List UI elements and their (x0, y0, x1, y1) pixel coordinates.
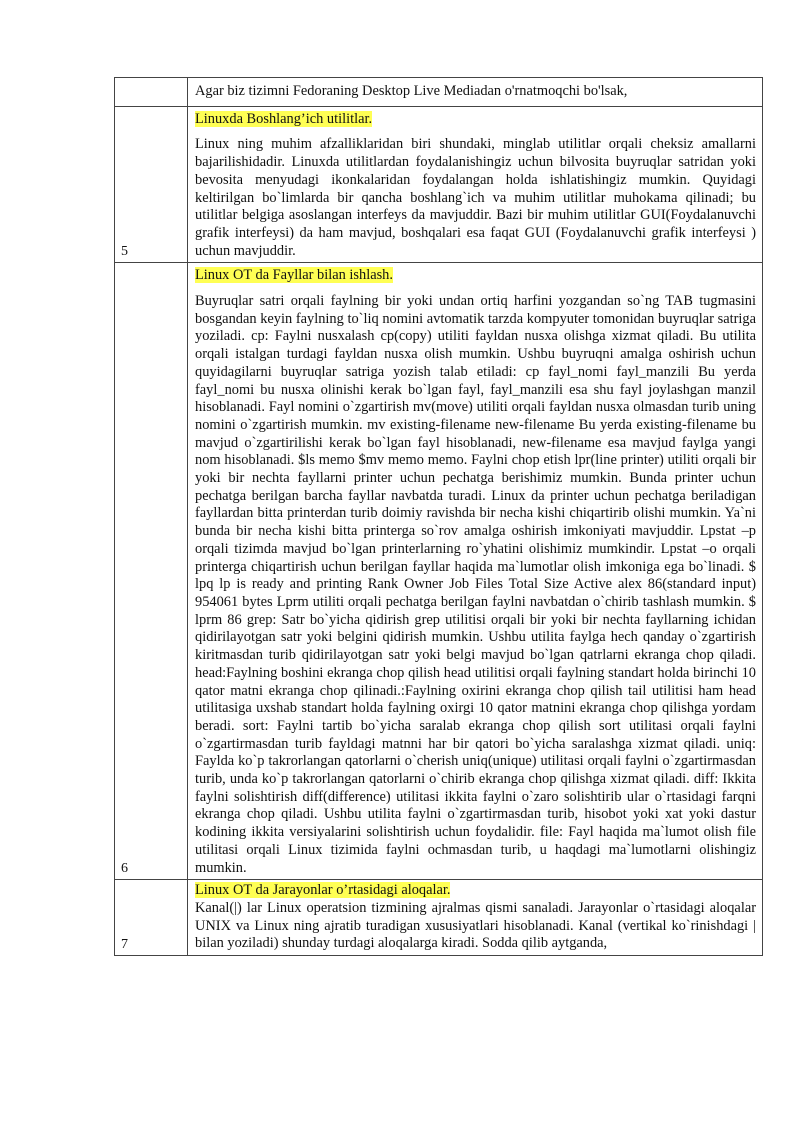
row-number: 6 (115, 263, 188, 880)
row-text: Agar biz tizimni Fedoraning Desktop Live Mediadan o'rnatmoqchi bo'lsak, (195, 83, 628, 99)
section-body: Buyruqlar satri orqali faylning bir yoki undan ortiq harfini yozgandan so`ng TAB tugmasini bosgandan keyin faylning to`liq nomini avtomatik tarzda kompyuter tomonidan buyruqlar satriga yoziladi. cp: Faylni nusxalash cp(copy) utiliti fayldan nusxa olishga xizmat qiladi. Bu utilita orqali istalgan turdagi fayldan nusxa olish mumkin. Ushbu buyruqni amalga oshirish uchun quyidagilarni buyruqlar satriga yozish talab etiladi: cp fayl_nomi fayl_manzili Bu yerda fayl_nomi bu nusxa olinishi kerak bo`lgan fayl, fayl_manzili esa shu fayl joylashgan manzil hisoblanadi. Fayl nomini o`zgartirish mv(move) utiliti orqali fayldan nusxa olmasdan turib uning nomini o`zgartirish mumkin. mv existing-filename new-filename Bu yerda existing-filename bu mavjud o`zgartirilishi kerak bo`lgan fayl hisoblanadi, new-filename esa mavjud faylga yangi nom hisoblanadi. $ls memo $mv memo memo. Faylni chop etish lpr(line printer) utiliti orqali bir yoki bir nechta fayllarni printer uchun pechatga berishimiz mumkin. Bunda printer uchun pechatga berilgan barcha fayllar navbatda turadi. Linux da printer uchun pechatga beriladigan fayllardan bitta printerdan turib doimiy ravishda bir necha kishi chiqartirib olishi mumkin. Ya`ni bunda bir necha kishi bitta printerga so`rov amalga oshirish imkoniyati mavjuddir. Lpstat –p orqali tizimda mavjud bo`lgan printerlarning ro`yhatini olishimiz mumkindir. Lpstat –o orqali printerga chiqartirish uchun berilgan fayllar haqida ma`lumotlar olish imkoniga ega bo`linadi. $ lpq lp is ready and printing Rank Owner Job Files Total Size Active alex 86(standard input) 954061 bytes Lprm utiliti orqali pechatga berilgan faylni navbatdan o`chirib tashlash mumkin. $ lprm 86 grep: Satr bo`yicha qidirish grep utilitisi orqali bir yoki bir nechta fayllarning ichidan qidirilayotgan satr yoki belgini qidirish mumkin. Ushbu utilita faylga hech qanday o`zgartirish kiritmasdan turib qidirilayotgan satr yoki belgi mavjud bo`lgan qatrlarni ekranga chop qiladi. head:Faylning boshini ekranga chop qilish head utilitisi orqali faylning standart holda birinchi 10 qator matni ekranga chop qilinadi.:Faylning oxirini ekranga chop qilish tail utilitisi ham head utilitasiga uxshab standart holda faylning oxirgi 10 qator matnini ekranga chop qilishga yordam beradi. sort: Faylni tartib bo`yicha saralab ekranga chop qilish sort utilitasi orqali faylni o`zgartirmasdan turib fayldagi matnni har bir qatori bo`yicha saralashga xizmat qiladi. uniq: Faylda ko`p takrorlangan qatorlarni o`cherish uniq(unique) utilitasi orqali faylni o`zgartirmasdan turib, unda ko`p takrorlangan qatorlarni o`chirib ekranga chop qilishga xizmat qiladi. diff: Ikkita faylni solishtirish diff(difference) utilitasi ikkita faylni o`zaro solishtirib ular o`rtasidagi farqni ekranga chop qiladi. Ushbu utilita faylni o`zgartirmasdan turib, hisobot yoki xat yoki dastur kodining ikkita versiyalarini solishtirish uchun foydalidir. file: Fayl haqida ma`lumot olish file utilitasi orqali Linux tizimida faylni ochmasdan turib, u haqdagi ma`lumotlarni olishingiz mumkin. (195, 293, 756, 876)
section-heading: Linux OT da Fayllar bilan ishlash. (195, 267, 393, 284)
section-heading: Linux OT da Jarayonlar o’rtasidagi aloqalar. (195, 882, 451, 899)
row-content (188, 106, 763, 263)
table-row (115, 263, 763, 880)
row-content (188, 78, 763, 107)
row-content (188, 880, 763, 956)
table-row (115, 880, 763, 956)
row-number: 5 (115, 106, 188, 263)
section-heading: Linuxda Boshlang’ich utilitlar. (195, 110, 373, 127)
section-body: Kanal(|) lar Linux operatsion tizmining ajralmas qismi sanaladi. Jarayonlar o`rtasidagi aloqalar UNIX va Linux ning ajratib turadigan xususiyatlari hisoblanadi. Kanal (vertikal ko`rinishdagi | bilan yoziladi) shunday turdagi aloqalarga kiradi. Sodda qilib aytganda, (195, 899, 756, 952)
row-content (188, 263, 763, 880)
row-number (115, 78, 188, 107)
table-row (115, 78, 763, 107)
topics-table (114, 77, 763, 956)
section-body: Linux ning muhim afzalliklaridan biri shundaki, minglab utilitlar orqali cheksiz amallarni bajarilishidadir. Linuxda utilitlardan foydalanishingiz uchun bilvosita buyruqlar satridan yoki bevosita menyudagi ikonkalaridan foydalangan holda ishlatishingiz mumkin. Quyidagi keltirilgan bo`limlarda bir qancha boshlang`ich va muhim utilitlar muhokama qilinadi; bu utilitlar belgiga asoslangan interfeys da mavjuddir. Bazi bir muhim utilitlar GUI(Foydalanuvchi grafik interfeysi) da ham mavjud, boshqalari esa faqat GUI (Foydalanuvchi grafik interfeysi ) uchun mavjuddir. (195, 136, 756, 259)
table-row (115, 106, 763, 263)
row-number: 7 (115, 880, 188, 956)
